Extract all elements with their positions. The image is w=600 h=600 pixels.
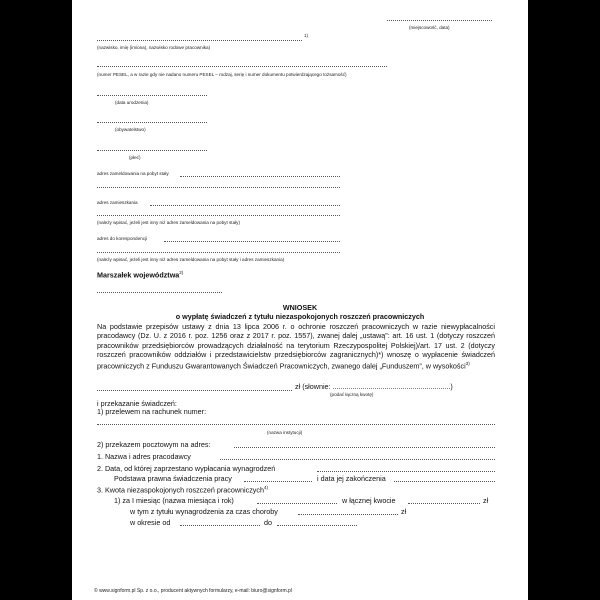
intro-paragraph: Na podstawie przepisów ustawy z dnia 13 lipca 2006 r. o ochronie roszczeń pracowniczych w razie niewypłacalności pracodawcy (Dz. U. z 2016 r. poz. 1256 oraz z 2017 r. poz. 1557), zwanej dalej „ustawą”: art. 16 ust. 1 (dotyczy roszczeń pracowników przedsiębiorców prowadzących działalność na terytorium Rzeczypospolitej Polskiej)/art. 17 ust. 2 (dotyczy roszczeń pracowników oddziałów i przedstawicielstw przedsiębiorców zagranicznych)*) wnoszę o wypłacenie świadczeń pracowniczych z Funduszu Gwarantowanych Świadczeń Pracowniczych, zwanego dalej „Funduszem”, w wysokości$^{3)}$ [97, 322, 495, 371]
name-label: (nazwisko, imię (imiona), nazwisko rodowe pracownika) [97, 45, 211, 50]
total-amount-field[interactable] [408, 503, 480, 504]
form-subheading: o wypłatę świadczeń z tytułu niezaspokojonych roszczeń pracowniczych [175, 312, 425, 321]
birth-date-label: (data urodzenia) [115, 100, 149, 105]
sex-field[interactable] [97, 150, 207, 151]
period-to-field[interactable] [277, 525, 357, 526]
footnote-mark-1: 1) [304, 33, 309, 38]
form-heading: WNIOSEK [282, 303, 318, 312]
residence-note: (należy wpisać, jeżeli jest inny niż adres zameldowania na pobyt stały) [97, 220, 240, 225]
footer-copyright: © www.signform.pl Sp. z o.o., producent aktywnych formularzy, e-mail: biuro@signform.pl [94, 588, 292, 594]
residence-label: adres zamieszkania [97, 200, 138, 205]
payment-option-transfer: 1) przelewem na rachunek numer: [97, 407, 207, 416]
item-3-1-total-label: w łącznej kwocie [342, 496, 396, 505]
item-3-claims: 3. Kwota niezaspokojonych roszczeń pracowniczych$^{4)}$ [97, 485, 269, 495]
amount-label: (podać łączną kwotę) [330, 392, 374, 397]
sex-label: (płeć) [129, 155, 141, 160]
place-date-field[interactable] [387, 20, 492, 21]
employer-field[interactable] [220, 459, 495, 460]
item-3-1-unit: zł [483, 496, 489, 505]
item-3-3-period-from: w okresie od [130, 518, 171, 527]
payment-option-postal: 2) przekazem pocztowym na adres: [97, 440, 211, 449]
pesel-label: (numer PESEL, a w razie gdy nie nadano numeru PESEL – rodzaj, serię i numer dokumentu potwierdzającego tożsamość) [97, 72, 347, 77]
stop-date-field[interactable] [317, 471, 495, 472]
birth-date-field[interactable] [97, 95, 207, 96]
citizenship-label: (obywatelstwo) [115, 127, 146, 132]
legal-basis-field[interactable] [244, 481, 312, 482]
place-date-label: (miejscowość, data) [409, 25, 450, 30]
residence-field-2[interactable] [97, 215, 340, 216]
amount-words-line: zł (słownie: ...........................................................) [295, 382, 453, 391]
recipient-field[interactable] [97, 292, 222, 293]
perm-address-field-1[interactable] [180, 176, 340, 177]
citizenship-field[interactable] [97, 122, 207, 123]
perm-address-field-2[interactable] [97, 187, 340, 188]
corr-note: (należy wpisać, jeżeli jest inny niż adres zameldowania na pobyt stały i adres zamieszkania) [97, 257, 285, 262]
corr-address-label: adres do korespondencji [97, 236, 148, 241]
item-2-legal-basis: Podstawa prawna świadczenia pracy [114, 474, 232, 483]
bank-name-label: (nazwa instytucji) [267, 430, 303, 435]
end-date-field[interactable] [394, 481, 495, 482]
item-3-2-sick-pay: w tym z tytułu wynagrodzenia za czas choroby [130, 507, 278, 516]
item-3-3-period-to: do [264, 518, 272, 527]
account-number-field[interactable] [97, 424, 495, 425]
item-3-2-unit: zł [401, 507, 407, 516]
period-from-field[interactable] [180, 525, 260, 526]
month-field[interactable] [257, 503, 337, 504]
corr-address-field-2[interactable] [97, 252, 340, 253]
item-2-date: 2. Data, od której zaprzestano wypłacania wynagrodzeń [97, 464, 276, 473]
residence-field-1[interactable] [150, 205, 340, 206]
transfer-intro: i przekazanie świadczeń: [97, 399, 177, 408]
name-field[interactable] [97, 40, 302, 41]
pesel-field[interactable] [97, 66, 387, 67]
form-page [72, 0, 528, 600]
amount-field[interactable] [97, 390, 292, 391]
perm-address-label: adres zameldowania na pobyt stały [97, 171, 169, 176]
item-2-end-date-label: i data jej zakończenia [317, 474, 386, 483]
sick-pay-field[interactable] [298, 514, 398, 515]
item-3-1-month: 1) za I miesiąc (nazwa miesiąca i rok) [114, 496, 234, 505]
item-1-employer: 1. Nazwa i adres pracodawcy [97, 452, 191, 461]
recipient-title: Marszałek województwa$^{2)}$ [97, 270, 184, 280]
postal-address-field[interactable] [234, 447, 495, 448]
corr-address-field-1[interactable] [164, 241, 340, 242]
